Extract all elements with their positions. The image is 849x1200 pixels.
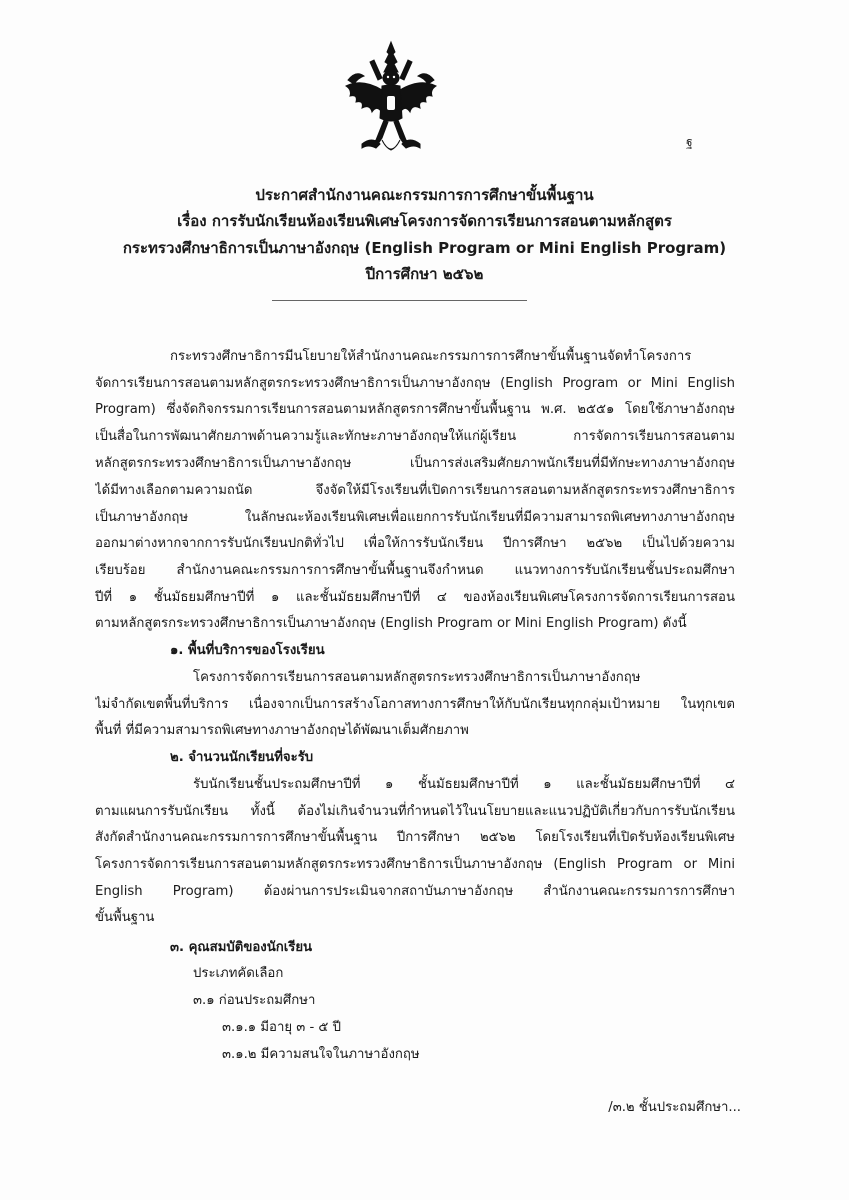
- next-page-marker: /๓.๒ ชั้นประถมศึกษา...: [608, 1100, 741, 1115]
- intro-line: ออกมาต่างหากจากการรับนักเรียนปกติทั่วไป เพื่อให้การรับนักเรียน ปีการศึกษา ๒๕๖๒ เป็นไปด้วยความ: [95, 536, 735, 551]
- section-2-line: โครงการจัดการเรียนการสอนตามหลักสูตรกระทรวงศึกษาธิการเป็นภาษาอังกฤษ (English Program or Mini: [95, 857, 735, 872]
- section-2-line: ขั้นพื้นฐาน: [95, 910, 155, 925]
- section-2-line: สังกัดสำนักงานคณะกรรมการการศึกษาขั้นพื้นฐาน ปีการศึกษา ๒๕๖๒ โดยโรงเรียนที่เปิดรับห้องเรียนพิเศษ: [95, 830, 735, 845]
- title-line-4: ปีการศึกษา ๒๕๖๒: [365, 265, 484, 283]
- item-3-1: ๓.๑ ก่อนประถมศึกษา: [193, 993, 316, 1008]
- item-3-1-2: ๓.๑.๒ มีความสนใจในภาษาอังกฤษ: [222, 1047, 420, 1062]
- section-2-line: รับนักเรียนชั้นประถมศึกษาปีที่ ๑ ชั้นมัธยมศึกษาปีที่ ๑ และชั้นมัธยมศึกษาปีที่ ๔: [193, 777, 735, 792]
- intro-line: ตามหลักสูตรกระทรวงศึกษาธิการเป็นภาษาอังกฤษ (English Program or Mini English Program) ดังนี้: [95, 616, 687, 631]
- section-2-heading: ๒. จำนวนนักเรียนที่จะรับ: [170, 750, 314, 765]
- section-3-heading: ๓. คุณสมบัติของนักเรียน: [170, 940, 313, 955]
- intro-line: กระทรวงศึกษาธิการมีนโยบายให้สำนักงานคณะกรรมการการศึกษาขั้นพื้นฐานจัดทำโครงการ: [170, 349, 692, 364]
- intro-line: ได้มีทางเลือกตามความถนัด จึงจัดให้มีโรงเรียนที่เปิดการเรียนการสอนตามหลักสูตรกระทรวงศึกษาธิการ: [95, 483, 735, 498]
- intro-line: หลักสูตรกระทรวงศึกษาธิการเป็นภาษาอังกฤษ เป็นการส่งเสริมศักยภาพนักเรียนที่มีทักษะทางภาษาอังกฤษ: [95, 456, 735, 471]
- section-1-line: ไม่จำกัดเขตพื้นที่บริการ เนื่องจากเป็นการสร้างโอกาสทางการศึกษาให้กับนักเรียนทุกกลุ่มเป้าหมาย ในทุกเขต: [95, 697, 735, 712]
- title-divider: [272, 300, 527, 301]
- section-1-line: โครงการจัดการเรียนการสอนตามหลักสูตรกระทรวงศึกษาธิการเป็นภาษาอังกฤษ: [193, 670, 641, 685]
- section-2-line: English Program) ต้องผ่านการประเมินจากสถาบันภาษาอังกฤษ สำนักงานคณะกรรมการการศึกษา: [95, 884, 735, 899]
- title-line-3: กระทรวงศึกษาธิการเป็นภาษาอังกฤษ (English Program or Mini English Program): [122, 239, 727, 257]
- corner-mark: ฐ: [686, 135, 693, 149]
- item-3-1-1: ๓.๑.๑ มีอายุ ๓ - ๕ ปี: [222, 1020, 341, 1035]
- section-1-line: พื้นที่ ที่มีความสามารถพิเศษทางภาษาอังกฤษได้พัฒนาเต็มศักยภาพ: [95, 723, 469, 738]
- intro-line: จัดการเรียนการสอนตามหลักสูตรกระทรวงศึกษาธิการเป็นภาษาอังกฤษ (English Program or Mini English: [95, 376, 735, 391]
- intro-line: เป็นสื่อในการพัฒนาศักยภาพด้านความรู้และทักษะภาษาอังกฤษให้แก่ผู้เรียน การจัดการเรียนการสอนตาม: [95, 429, 735, 444]
- section-3-subheading: ประเภทคัดเลือก: [193, 966, 284, 981]
- title-line-2: เรื่อง การรับนักเรียนห้องเรียนพิเศษโครงการจัดการเรียนการสอนตามหลักสูตร: [177, 212, 672, 230]
- section-2-line: ตามแผนการรับนักเรียน ทั้งนี้ ต้องไม่เกินจำนวนที่กำหนดไว้ในนโยบายและแนวปฏิบัติเกี่ยวกับการรับนักเรียน: [95, 804, 735, 819]
- intro-line: Program) ซึ่งจัดกิจกรรมการเรียนการสอนตามหลักสูตรการศึกษาขั้นพื้นฐาน พ.ศ. ๒๕๕๑ โดยใช้ภาษาอังกฤษ: [95, 402, 735, 417]
- title-line-1: ประกาศสำนักงานคณะกรรมการการศึกษาขั้นพื้นฐาน: [255, 186, 594, 204]
- intro-line: ปีที่ ๑ ชั้นมัธยมศึกษาปีที่ ๑ และชั้นมัธยมศึกษาปีที่ ๔ ของห้องเรียนพิเศษโครงการจัดการเรียนการสอน: [95, 590, 735, 605]
- garuda-emblem-icon: [342, 40, 440, 160]
- section-1-heading: ๑. พื้นที่บริการของโรงเรียน: [170, 643, 325, 658]
- intro-line: เรียบร้อย สำนักงานคณะกรรมการการศึกษาขั้นพื้นฐานจึงกำหนด แนวทางการรับนักเรียนชั้นประถมศึกษา: [95, 563, 735, 578]
- intro-line: เป็นภาษาอังกฤษ ในลักษณะห้องเรียนพิเศษเพื่อแยกการรับนักเรียนที่มีความสามารถพิเศษทางภาษาอังกฤษ: [95, 510, 735, 525]
